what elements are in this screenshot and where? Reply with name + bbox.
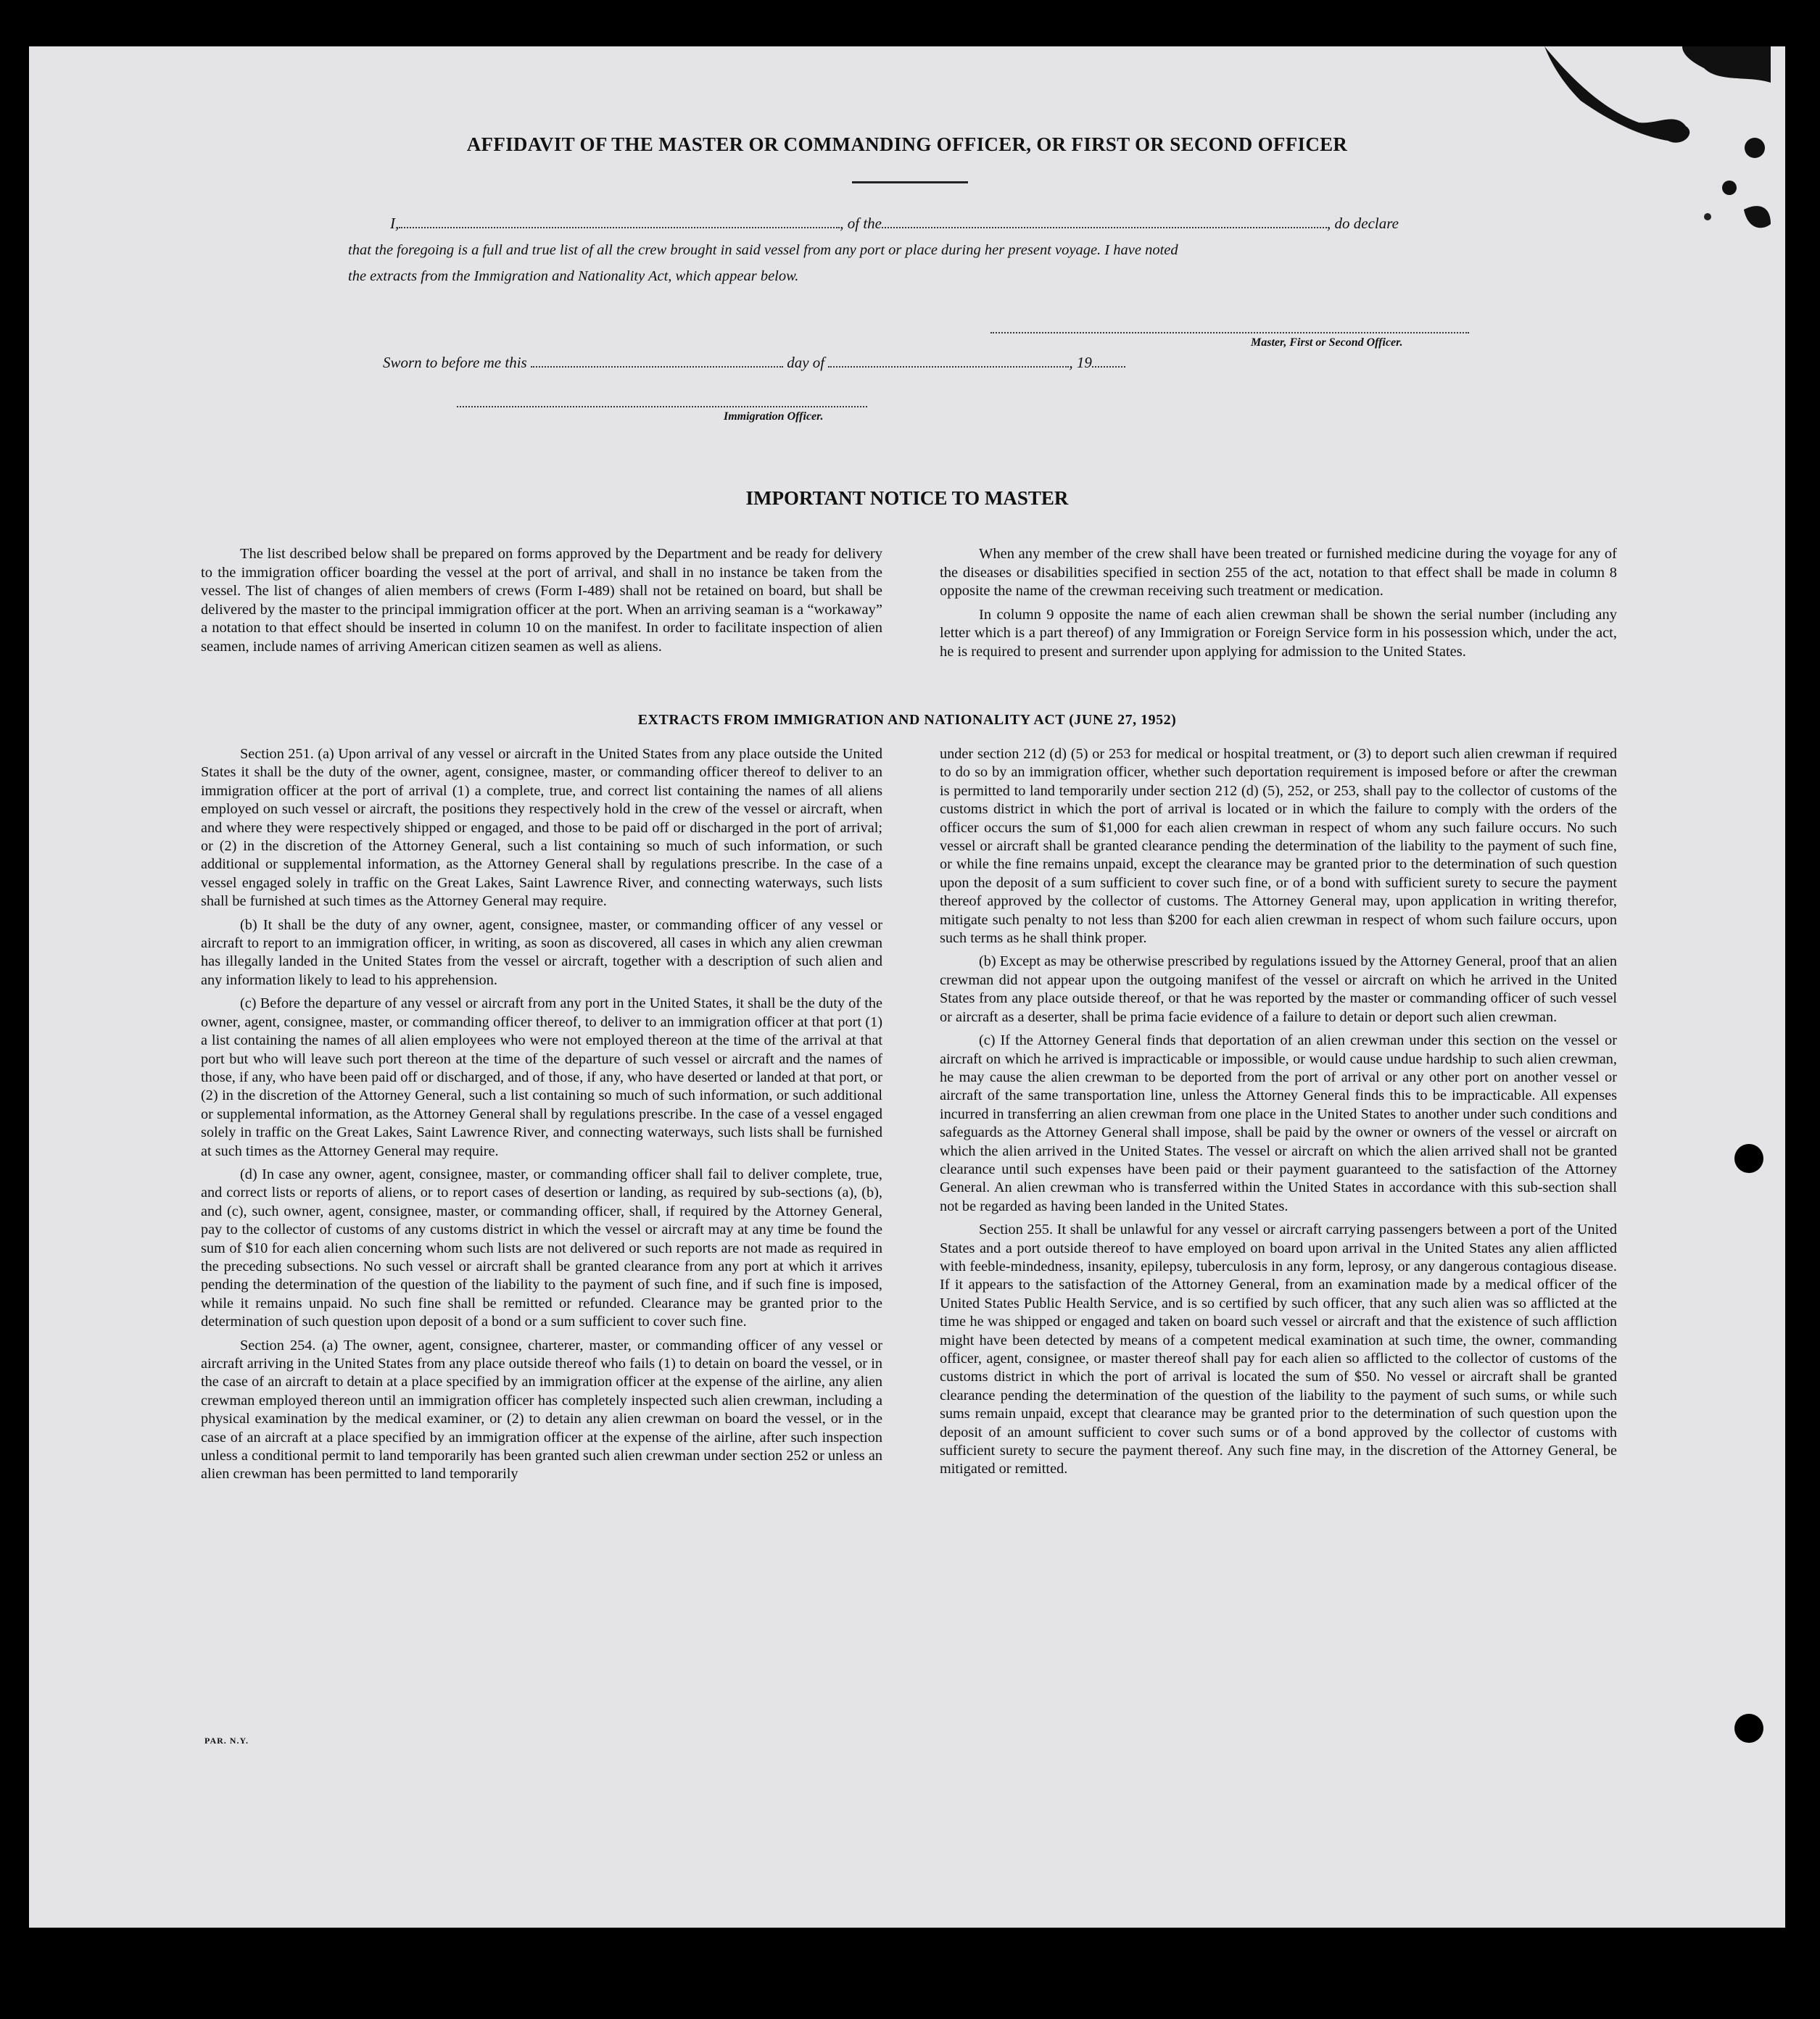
sworn-day-field[interactable]: [531, 366, 783, 368]
sworn-year-prefix: , 19: [1069, 354, 1092, 371]
master-signature-label: Master, First or Second Officer.: [1251, 336, 1403, 349]
section-254-a-continued: under section 212 (d) (5) or 253 for medical or hospital treatment, or (3) to deport such alien crewman if required to do so by an immigration officer, whether such deportation requirement is imposed before or after the crewman is permitted to land temporarily under section 212 (d) (5), 252, or 253, shall pay to the collector of customs of the customs district in which the port of arrival is located or in which the failure to comply with the orders of the officer occurs the sum of $1,000 for each alien crewman in respect of whom any such failure occurs. No such vessel or aircraft shall be granted clearance pending the determination of the liability to the payment of such fine, or while the fine remains unpaid, except the clearance may be granted prior to the determination of such question upon the deposit of a sum sufficient to cover such fine, or of a bond with sufficient surety to secure the payment thereof approved by the collector of customs. The Attorney General may, upon application in writing therefor, mitigate such penalty to not less than $200 for each alien crewman in respect of whom such failure occurs, upon such terms as he shall think proper.: [940, 746, 1617, 947]
notice-left-paragraph: The list described below shall be prepared on forms approved by the Department and be ready for delivery to the immigration officer boarding the vessel at the port of arrival, and shall in no instance be taken from the vessel. The list of changes of alien members of crews (Form I-489) shall not be retained on board, but shall be delivered by the master to the principal immigration officer at the port. When an arriving seaman is a “workaway” a notation to that effect should be inserted in column 10 on the manifest. In order to facilitate inspection of alien seamen, include names of arriving American citizen seamen as well as aliens.: [201, 546, 882, 655]
punch-hole-upper: [1734, 1144, 1763, 1173]
notice-right-paragraph-2: In column 9 opposite the name of each alien crewman shall be shown the serial number (including any letter which is a part thereof) of any Immigration or Foreign Service form in his possession which, under the act, he is required to present and surrender upon applying for admission to the United States.: [940, 606, 1617, 660]
name-field[interactable]: [399, 227, 840, 228]
notice-right-paragraph-1: When any member of the crew shall have been treated or furnished medicine during the voyage for any of the diseases or disabilities specified in section 255 of the act, notation to that effect shall be made in column 8 opposite the name of the crewman receiving such treatment or medication.: [940, 546, 1617, 600]
sworn-year-field[interactable]: [1092, 366, 1125, 368]
declaration-i: I,: [390, 215, 400, 232]
affidavit-title: AFFIDAVIT OF THE MASTER OR COMMANDING OFFICER, OR FIRST OR SECOND OFFICER: [466, 133, 1348, 155]
section-254-b: (b) Except as may be otherwise prescribed by regulations issued by the Attorney General, proof that an alien crewman did not appear upon the outgoing manifest of the vessel or aircraft on which he arrived in the United States from any place outside thereof, or that he was reported by the master or commanding officer of such vessel or aircraft as a deserter, shall be prima facie evidence of a failure to detain or deport such alien crewman.: [940, 953, 1617, 1025]
notice-title: IMPORTANT NOTICE TO MASTER: [745, 487, 1069, 509]
sworn-prefix: Sworn to before me this: [383, 354, 527, 371]
title-underline: [852, 181, 968, 183]
section-254-c: (c) If the Attorney General finds that deportation of an alien crewman under this section on the vessel or aircraft on which he arrived is impracticable or impossible, or would cause undue hardship to such alien crewman, he may cause the alien crewman to be deported from the port of arrival or any other port on another vessel or aircraft of the same transportation line, unless the Attorney General finds this to be impracticable. All expenses incurred in transferring an alien crewman from one place in the United States to another under such conditions and safeguards as the Attorney General shall impose, shall be paid by the owner or owners of the vessel or aircraft on which the alien arrived in the United States. The vessel or aircraft on which the alien arrived shall not be granted clearance until such expenses have been paid or their payment guaranteed to the satisfaction of the Attorney General. An alien crewman who is transferred within the United States in accordance with this sub-section shall not be regarded as having been landed in the United States.: [940, 1032, 1617, 1214]
declaration-of-the: , of the: [840, 215, 882, 232]
printer-mark: PAR. N.Y.: [204, 1736, 249, 1746]
sworn-line: [383, 354, 1125, 372]
section-251-d: (d) In case any owner, agent, consignee, master, or commanding officer shall fail to deliver complete, true, and correct lists or reports of aliens, or to report cases of desertion or landing, as required by sub-sections (a), (b), and (c), such owner, agent, consignee, master, or commanding officer, shall, if required by the Attorney General, pay to the collector of customs of any customs district in which the vessel or aircraft may at any time be found the sum of $10 for each alien concerning whom such lists are not delivered or such reports are not made as required in the preceding subsections. No such vessel or aircraft shall be granted clearance from any port at which it arrives pending the determination of the question of the liability to the payment of such fine, and if such fine is imposed, while it remains unpaid. No such fine shall be remitted or refunded. Clearance may be granted prior to the determination of such question upon deposit of a bond or a sum sufficient to cover such fine.: [201, 1166, 882, 1330]
punch-hole-lower: [1734, 1714, 1763, 1743]
extracts-left-column: [201, 745, 882, 1489]
master-signature-line[interactable]: [990, 332, 1469, 333]
declaration-line-2: that the foregoing is a full and true list of all the crew brought in said vessel from any port or place during her present voyage. I have noted: [348, 242, 1178, 258]
section-255: Section 255. It shall be unlawful for any vessel or aircraft carrying passengers between a port of the United States and a port outside thereof to have employed on board upon arrival in the United States any alien afflicted with feeble-mindedness, insanity, epilepsy, tuberculosis in any form, leprosy, or any dangerous contagious disease. If it appears to the satisfaction of the Attorney General, from an examination made by a medical officer of the United States Public Health Service, and is so certified by such officer, that any such alien was so afflicted at the time he was shipped or engaged and taken on board such vessel or aircraft and that the existence of such affliction might have been detected by means of a competent medical examination at such time, the owner, commanding officer, agent, consignee, or master thereof shall pay for each alien so afflicted to the collector of customs of the customs district in which the port of arrival is located the sum of $50. No vessel or aircraft shall be granted clearance pending the determination of the question of the liability to the payment of such sums, or while such sums remain unpaid, except that clearance may be granted prior to the determination of such question upon the deposit of an amount sufficient to cover such sums or of a bond approved by the collector of customs with sufficient surety to secure the payment thereof. Any such fine may, in the discretion of the Attorney General, be mitigated or remitted.: [940, 1222, 1617, 1477]
sworn-day-of: day of: [787, 354, 825, 371]
vessel-field[interactable]: [882, 227, 1327, 228]
declaration-line-1: [390, 215, 1399, 233]
section-254-a: Section 254. (a) The owner, agent, consignee, charterer, master, or commanding officer of any vessel or aircraft arriving in the United States from any place outside thereof who fails (1) to detain on board the vessel, or in the case of an aircraft to detain at a place specified by an immigration officer at the expense of the airline, any alien crewman employed thereon until an immigration officer has completely inspected such alien crewman, including a physical examination by the medical examiner, or (2) to detain any alien crewman on board the vessel, or in the case of an aircraft at a place specified by an immigration officer at the expense of the airline, after such inspection unless a conditional permit to land temporarily has been granted such alien crewman under section 252 or unless an alien crewman has been permitted to land temporarily: [201, 1337, 882, 1483]
document-page: [29, 46, 1785, 1928]
declaration-line-3: the extracts from the Immigration and Nationality Act, which appear below.: [348, 268, 799, 284]
sworn-month-field[interactable]: [828, 366, 1069, 368]
extracts-title: EXTRACTS FROM IMMIGRATION AND NATIONALITY ACT (JUNE 27, 1952): [637, 712, 1177, 728]
bleed-through-mark: [87, 68, 90, 81]
extracts-right-column: [940, 745, 1617, 1484]
officer-signature-label: Immigration Officer.: [724, 410, 824, 423]
declaration-do-declare: , do declare: [1327, 215, 1399, 232]
notice-right-column: [940, 545, 1617, 667]
officer-signature-line[interactable]: [457, 406, 867, 407]
torn-corner-stain: [1501, 46, 1785, 271]
section-251-a: Section 251. (a) Upon arrival of any vessel or aircraft in the United States from any place outside the United States it shall be the duty of the owner, agent, consignee, master, or commanding officer thereof to deliver to an immigration officer at the port of arrival (1) a complete, true, and correct list containing the names of all aliens employed on such vessel or aircraft, the positions they respectively hold in the crew of the vessel or aircraft, when and where they were respectively shipped or engaged, and those to be paid off or discharged in the port of arrival; or (2) in the discretion of the Attorney General, such a list containing so much of such information, or such additional or supplemental information, as the Attorney General shall by regulations prescribe. In the case of a vessel engaged solely in traffic on the Great Lakes, Saint Lawrence River, and connecting waterways, such lists shall be furnished at such times as the Attorney General may require.: [201, 746, 882, 910]
section-251-b: (b) It shall be the duty of any owner, agent, consignee, master, or commanding officer of any vessel or aircraft to report to an immigration officer, in writing, as soon as discovered, all cases in which any alien crewman has illegally landed in the United States from the vessel or aircraft, together with a description of such alien and any information likely to lead to his apprehension.: [201, 916, 882, 988]
notice-left-column: [201, 545, 882, 662]
section-251-c: (c) Before the departure of any vessel or aircraft from any port in the United States, it shall be the duty of the owner, agent, consignee, master, or commanding officer thereof, to deliver to an immigration officer at that port (1) a list containing the names of all alien employees who were not employed thereon at the time of the arrival at that port but who will leave such port thereon at the time of the departure of such vessel or aircraft and the names of those, if any, who have been paid off or discharged, and of those, if any, who have deserted or landed at that port, or (2) in the discretion of the Attorney General, such a list containing so much of such information, or such additional or supplemental information, as the Attorney General shall by regulations prescribe. In the case of a vessel engaged solely in traffic on the Great Lakes, Saint Lawrence River, and connecting waterways, such lists shall be furnished at such times as the Attorney General may require.: [201, 995, 882, 1159]
